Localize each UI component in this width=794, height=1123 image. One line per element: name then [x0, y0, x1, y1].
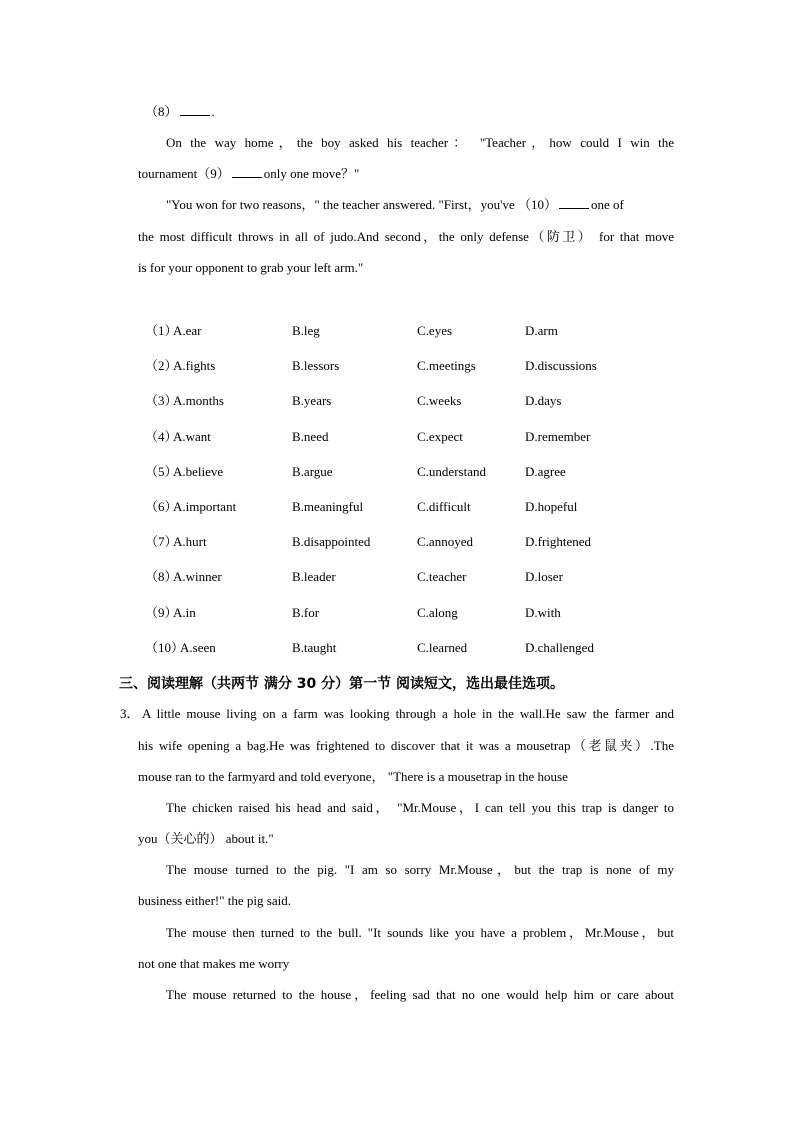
- option-b: B.lessors: [292, 358, 340, 374]
- option-d: D.arm: [525, 323, 558, 338]
- text-segment: one of: [590, 197, 624, 212]
- passage-line: The chicken raised his head and said， "Mr.Mouse，I can tell you this trap is danger to: [166, 800, 674, 815]
- option-a: A.months: [173, 393, 224, 409]
- option-row: [145, 639, 645, 674]
- question-number: 3．: [120, 706, 140, 721]
- blank-8-end: .: [211, 104, 215, 119]
- option-b: B.leader: [292, 569, 336, 585]
- option-a: A.winner: [173, 569, 222, 585]
- option-d: D.hopeful: [525, 498, 578, 514]
- option-c: C.weeks: [417, 393, 462, 409]
- option-number: （7）: [145, 534, 178, 550]
- paragraph-line: is for your opponent to grab your left arm.": [138, 260, 364, 275]
- option-number: （1）: [145, 323, 178, 338]
- option-c: C.annoyed: [417, 534, 473, 550]
- option-b: B.disappointed: [292, 534, 371, 550]
- passage-line: business either!" the pig said.: [138, 893, 291, 908]
- option-b: B.meaningful: [292, 498, 364, 514]
- option-a: A.seen: [180, 639, 216, 655]
- option-d: D.days: [525, 393, 562, 409]
- section-heading: 三、阅读理解（共两节 满分 30 分）第一节 阅读短文，选出最佳选项。: [119, 676, 564, 692]
- text-segment: only one move？": [263, 166, 360, 181]
- text-segment: tournament（9）: [138, 166, 230, 181]
- paragraph-line: [138, 165, 674, 183]
- passage-line: his wife opening a bag.He was frightened to discover that it was a mousetrap（老鼠夹）.The: [138, 738, 674, 753]
- answer-blank: [559, 196, 589, 209]
- option-c: C.difficult: [417, 498, 471, 514]
- option-b: B.for: [292, 604, 320, 620]
- passage-line: The mouse then turned to the bull. "It sounds like you have a problem，Mr.Mouse，but: [166, 925, 674, 940]
- option-row: [145, 463, 645, 498]
- passage-line: The mouse turned to the pig. "I am so sorry Mr.Mouse，but the trap is none of my: [166, 862, 674, 877]
- option-a: A.hurt: [173, 534, 207, 550]
- answer-blank: [232, 165, 262, 178]
- paragraph-line: the most difficult throws in all of judo.And second，the only defense（防卫） for that move: [138, 229, 674, 244]
- option-number: （6）: [145, 498, 178, 514]
- passage-line: you（关心的） about it.": [138, 831, 274, 846]
- option-b: B.years: [292, 393, 332, 409]
- passage-line: mouse ran to the farmyard and told everyone， "There is a mousetrap in the house: [138, 769, 568, 784]
- option-number: （4）: [145, 428, 178, 444]
- option-b: B.argue: [292, 463, 333, 479]
- option-a: A.in: [173, 604, 196, 620]
- option-row: [145, 604, 645, 639]
- blank-8-line: [145, 103, 681, 121]
- option-row: [145, 428, 645, 463]
- passage-line: The mouse returned to the house，feeling sad that no one would help him or care about: [166, 987, 674, 1002]
- option-a: A.ear: [173, 323, 202, 338]
- option-number: （9）: [145, 604, 178, 620]
- option-c: C.expect: [417, 428, 463, 444]
- option-d: D.remember: [525, 428, 591, 444]
- answer-blank: [180, 103, 210, 116]
- passage-line: A little mouse living on a farm was looking through a hole in the wall.He saw the farmer and: [142, 706, 674, 721]
- option-d: D.frightened: [525, 534, 592, 550]
- option-d: D.challenged: [525, 639, 594, 655]
- option-row: [145, 392, 645, 427]
- option-a: A.important: [173, 498, 237, 514]
- option-row: [145, 568, 645, 603]
- text-segment: "You won for two reasons，" the teacher answered. "First，you've （10）: [166, 197, 557, 212]
- paragraph-line: On the way home，the boy asked his teacher： "Teacher，how could I win the: [166, 135, 674, 150]
- option-d: D.discussions: [525, 358, 597, 374]
- option-c: C.learned: [417, 639, 468, 655]
- paragraph-line: [166, 196, 674, 214]
- option-number: （8）: [145, 569, 178, 585]
- option-row: [145, 498, 645, 533]
- blank-8-number: （8）: [145, 104, 178, 119]
- option-b: B.leg: [292, 323, 320, 338]
- option-row: [145, 357, 645, 392]
- option-d: D.agree: [525, 463, 566, 479]
- option-number: （3）: [145, 393, 178, 409]
- passage-line: not one that makes me worry: [138, 956, 290, 971]
- option-a: A.want: [173, 428, 211, 444]
- options-table: [145, 322, 645, 674]
- option-row: [145, 322, 645, 357]
- option-d: D.with: [525, 604, 561, 620]
- option-row: [145, 533, 645, 568]
- option-number: （5）: [145, 463, 178, 479]
- option-number: （10）: [145, 639, 185, 655]
- option-b: B.need: [292, 428, 329, 444]
- option-b: B.taught: [292, 639, 337, 655]
- option-c: C.teacher: [417, 569, 467, 585]
- option-c: C.meetings: [417, 358, 476, 374]
- option-c: C.understand: [417, 463, 486, 479]
- option-number: （2）: [145, 358, 178, 374]
- option-a: A.fights: [173, 358, 216, 374]
- option-c: C.along: [417, 604, 458, 620]
- option-d: D.loser: [525, 569, 563, 585]
- option-c: C.eyes: [417, 323, 453, 338]
- option-a: A.believe: [173, 463, 224, 479]
